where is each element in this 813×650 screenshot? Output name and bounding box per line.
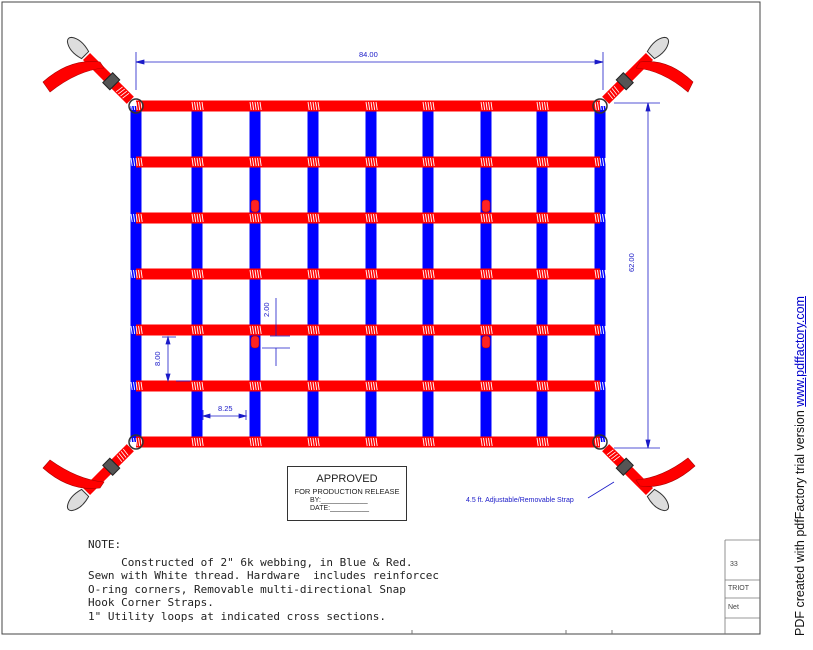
- note-line: O-ring corners, Removable multi-directional Snap: [88, 582, 406, 596]
- note-line: Hook Corner Straps.: [88, 596, 214, 609]
- utility-loop: [251, 336, 259, 348]
- note-heading: NOTE:: [88, 538, 122, 551]
- note-line: Constructed of 2" 6k webbing, in Blue & Red.: [88, 555, 413, 569]
- title-block-cell: Net: [728, 604, 739, 611]
- snap-hook: [64, 34, 90, 60]
- red-webbing-strap: [136, 325, 600, 336]
- red-webbing-strap: [136, 157, 600, 168]
- red-webbing-strap: [136, 381, 600, 392]
- approval-stamp: [287, 466, 407, 521]
- snap-hook: [646, 34, 672, 60]
- snap-hook: [646, 488, 672, 514]
- title-block-cell: 33: [730, 561, 738, 568]
- cargo-net-grid: [129, 99, 607, 449]
- approval-by: BY:____________: [310, 497, 368, 504]
- utility-loop: [482, 200, 490, 212]
- strap-tail: [636, 458, 695, 487]
- snap-hook: [64, 488, 90, 514]
- utility-loop: [251, 200, 259, 212]
- cell-height-label: 8.00: [153, 351, 162, 366]
- pdf-factory-link[interactable]: www.pdffactory.com: [793, 296, 807, 407]
- red-webbing-strap: [136, 101, 600, 112]
- red-webbing-strap: [136, 269, 600, 280]
- height-dimension-label: 62.00: [627, 253, 636, 272]
- strap-tail: [43, 61, 104, 92]
- strap-tail: [43, 460, 104, 489]
- strap-label: 4.5 ft. Adjustable/Removable Strap: [466, 497, 574, 504]
- cell-width-label: 8.25: [218, 404, 233, 413]
- note-line: Sewn with White thread. Hardware includes reinforcec: [88, 569, 439, 582]
- approval-date: DATE:__________: [310, 505, 370, 512]
- red-webbing-strap: [136, 213, 600, 224]
- dimension-cell-height: [162, 337, 190, 381]
- construction-note: [88, 538, 439, 623]
- strap-tail: [636, 61, 693, 92]
- pdf-notice-text: PDF created with pdfFactory trial version: [793, 406, 807, 636]
- red-webbing-strap: [136, 437, 600, 448]
- dimension-height: [614, 103, 660, 448]
- loop-dimension-label: 2.00: [262, 302, 271, 317]
- approval-subtitle: FOR PRODUCTION RELEASE: [294, 487, 400, 496]
- pdf-notice: [793, 296, 807, 636]
- width-dimension-label: 84.00: [359, 50, 378, 59]
- note-line: 1" Utility loops at indicated cross sections.: [88, 609, 387, 623]
- approval-title: APPROVED: [316, 473, 378, 485]
- utility-loop: [482, 336, 490, 348]
- strap-leader-line: [588, 482, 614, 498]
- title-block-cell: TRIOT: [728, 585, 749, 592]
